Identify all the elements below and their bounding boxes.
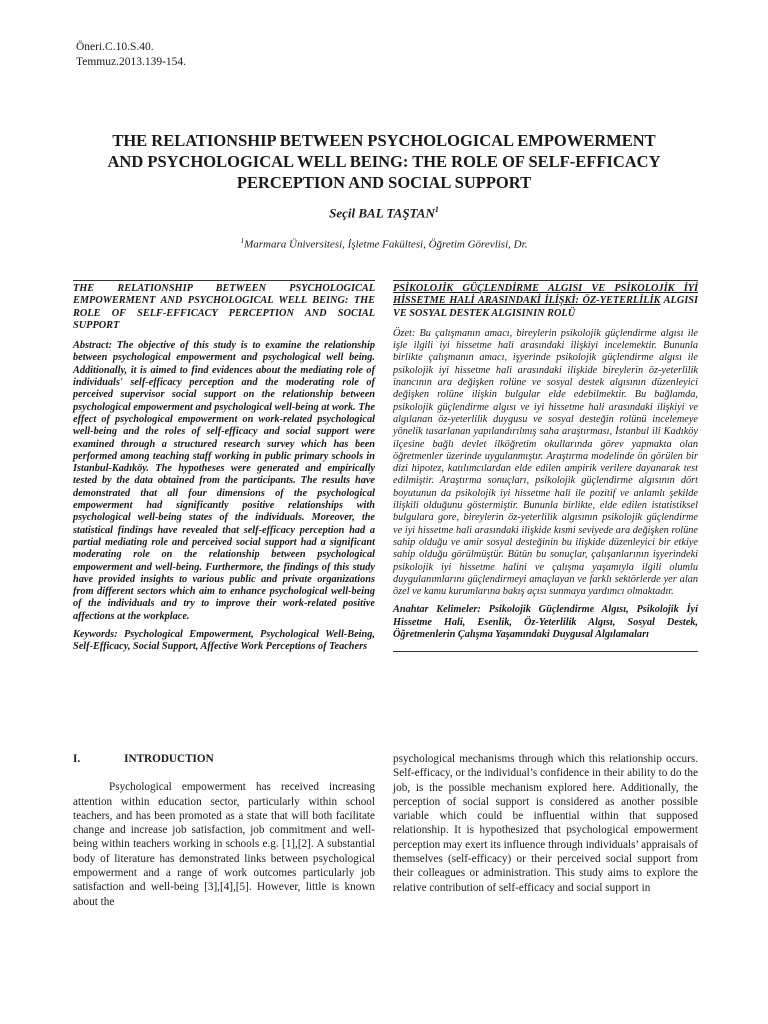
title-line-1: THE RELATIONSHIP BETWEEN PSYCHOLOGICAL EMPOWERMENT xyxy=(112,131,656,150)
intro-paragraph-1: Psychological empowerment has received increasing attention within education sector, particularly within school teachers, and has been promoted as a state that will both facilitate change and increase job satisfaction, job commitment and well-being within teachers working in schools e.g. [1],[2]. A substantial body of literature has demonstrated links between psychological empowerment and a range of work outcomes particularly job satisfaction and well-being [3],[4],[5]. However, little is known about the xyxy=(73,781,375,908)
section-title: INTRODUCTION xyxy=(124,753,214,765)
section-heading xyxy=(73,752,375,766)
journal-citation xyxy=(76,40,186,70)
introduction-right-column xyxy=(393,752,698,895)
abstract-en-keywords: Keywords: Psychological Empowerment, Psychological Well-Being, Self-Efficacy, Social Support, Affective Work Perceptions of Teachers xyxy=(73,629,375,653)
divider xyxy=(73,280,375,281)
abstract-turkish xyxy=(393,280,698,652)
abstract-en-body: Abstract: The objective of this study is to examine the relationship between psychological empowerment and psychological well being. Additionally, it is aimed to find evidences about the mediating role of individuals' self-efficacy perception and the moderating role of perceived supervisor social support on the relationship between psychological empowerment and psychological well-being at work. The effect of psychological empowerment on work-related psychological well-being and the roles of self-efficacy and social support were examined through a structured research survey which has been performed among teaching staff working in public primary schools in Istanbul-Kadıköy. The hypotheses were generated and empirically tested by the data obtained from the participants. The results have demonstrated that all four dimensions of the psychological empowerment had significantly positive relationships with psychological well-being states of the individuals. Moreover, the statistical findings have revealed that self-efficacy perception had a partial mediating role and perceived social support had a significant moderating role on the relationship between psychological empowerment and well-being. Furthermore, the findings of this study have provided insights to various public and private organizations from different sectors which aim to enhance psychological well-being of the individuals and try to improve their work-related positive affections at the workplace. xyxy=(73,340,375,622)
affiliation-text: Marmara Üniversitesi, İşletme Fakültesi, Öğretim Görevlisi, Dr. xyxy=(244,238,528,251)
intro-paragraph-continued: psychological mechanisms through which this relationship occurs. Self-efficacy, or the individual’s confidence in their ability to do the job, is the possible mechanism explored here. Additionally, the perception of social support is considered as another possible variable which could be influential within that supposed relationship. It is hypothesized that psychological empowerment perception may exert its influence through individuals’ appraisals of themselves (self-efficacy) or their perceived social support from their colleagues or administration. This study aims to explore the relative contribution of self-efficacy and social support in xyxy=(393,753,698,894)
divider xyxy=(393,280,698,281)
abstract-english xyxy=(73,280,375,654)
section-number: I. xyxy=(73,753,81,765)
title-line-2: AND PSYCHOLOGICAL WELL BEING: THE ROLE OF SELF-EFFICACY xyxy=(107,152,661,171)
affiliation xyxy=(0,237,768,251)
abstract-en-title: THE RELATIONSHIP BETWEEN PSYCHOLOGICAL EMPOWERMENT AND PSYCHOLOGICAL WELL BEING: THE ROLE OF SELF-EFFICACY PERCEPTION AND SOCIAL SUPPORT xyxy=(73,283,375,331)
affiliation-sup: 1 xyxy=(240,237,245,245)
journal-date-pages: Temmuz.2013.139-154. xyxy=(76,56,187,68)
abstract-tr-keywords: Anahtar Kelimeler: Psikolojik Güçlendirme Algısı, Psikolojik İyi Hissetme Hali, Esenlik, Öz-Yeterlilik Algısı, Sosyal Destek, Öğretmenlerin Çalışma Yaşamındaki Duygusal Algılamaları xyxy=(393,604,698,641)
abstract-tr-body: Özet: Bu çalışmanın amacı, bireylerin psikolojik güçlendirme algısı ile işle ilgili iyi hissetme hali arasındaki ilişkiyi incelemektir. Bununla birlikte çalışmanın amacı, işyerinde psikolojik güçlendirme algısı ile psikolojik iyi hissetme hali arasındaki ilişkide bireylerin öz-yeterlilik inancının ara değişken rolüne ve sosyal destek algısının düzenleyici değişken rolüne ilişkin bulgular elde edebilmektir. Bu bağlamda, psikolojik güçlendirme algısı ve iyi hissetme hali arasındaki ilişkiyi ve algılanan öz-yeterlilik duygusu ve sosyal desteğin rolünü incelemeye yönelik tasarlanan yapılandırılmış saha araştırması, İstanbul ili Kadıköy ilçesine bağlı devlet ilköğretim okullarında görev yapmakta olan öğretmenler üzerinde uygulanmıştır. Araştırma modelinde ön görülen bir dizi hipotez, katılımcılardan elde edilen ampirik verilere dayanarak test edilmiştir. Araştırma sonuçları, psikolojik güçlendirme algısının dört boyutunun da psikolojik iyi hissetme hali ile pozitif ve anlamlı şekilde ilişkili olduğunu göstermiştir. Bununla birlikte, elde edilen istatistiksel bulgulara gore, bireylerin öz-yeterlilik algısının psikolojik güçlendirme ve iyi hissetme hali arasındaki ilişkide kısmi seviyede ara değişken rolüne sahip olduğu ve amir sosyal desteğinin bu ilişkide düzenleyici bir etkiye sahip olduğu görülmüştür. Bütün bu sonuçlar, çalışanlarının işyerindeki psikolojik iyi hissetme halini ve çalışma yaşamıyla ilgili olumlu duygulanımlarını güçlendirmeyi amaçlayan ve farklı sektörlerde yer alan özel ve kamu kurumlarına bakış açısı sunmaya yardımcı olmaktadır. xyxy=(393,327,698,598)
abstract-tr-title-underlined: PSİKOLOJİK GÜÇLENDİRME ALGISI VE PSİKOLOJİK İYİ HİSSETME HALİ ARASINDAKİ İLİŞKİ: ÖZ-YETERLİLİK xyxy=(393,283,698,307)
title-line-3: PERCEPTION AND SOCIAL SUPPORT xyxy=(236,173,532,192)
introduction-left-column xyxy=(73,752,375,909)
author xyxy=(0,205,768,221)
abstract-tr-title-rest: ALGISI VE SOSYAL DESTEK ALGISININ ROLÜ xyxy=(393,295,698,319)
author-sup: 1 xyxy=(434,205,439,214)
paper-title xyxy=(60,130,708,193)
journal-volume: Öneri.C.10.S.40. xyxy=(76,41,154,53)
author-name: Seçil BAL TAŞTAN xyxy=(329,205,435,221)
divider xyxy=(393,651,698,652)
abstract-tr-title xyxy=(393,283,698,320)
